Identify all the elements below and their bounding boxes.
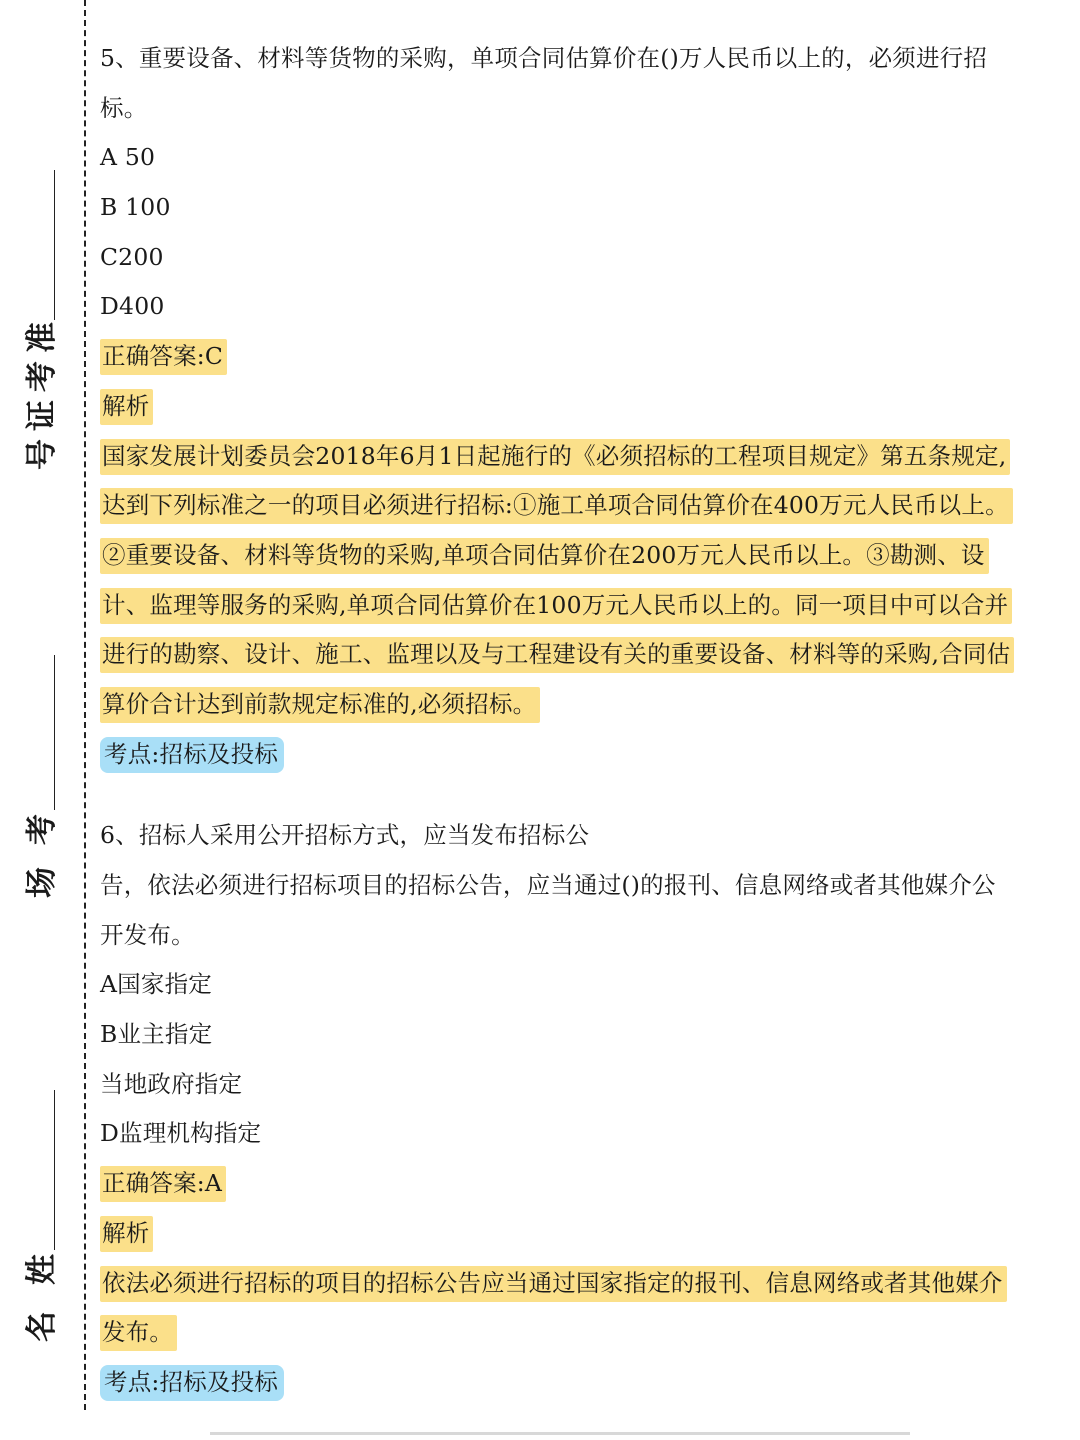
exam-margin-strip xyxy=(0,0,86,1440)
analysis-line: 算价合计达到前款规定标准的,必须招标。 xyxy=(100,687,540,723)
name-label xyxy=(18,1250,66,1346)
admission-number-fill-line xyxy=(54,170,55,320)
analysis-line: ②重要设备、材料等货物的采购,单项合同估算价在200万元人民币以上。③勘测、设 xyxy=(100,538,989,574)
cut-line xyxy=(84,0,86,1410)
option-d: D400 xyxy=(100,292,165,321)
analysis-line: 国家发展计划委员会2018年6月1日起施行的《必须招标的工程项目规定》第五条规定, xyxy=(100,439,1010,475)
option-a: A 50 xyxy=(100,143,156,172)
question-stem-line: 标。 xyxy=(100,93,148,122)
analysis-line: 发布。 xyxy=(100,1315,177,1351)
label-char: 考 xyxy=(23,361,60,392)
knowledge-point-tag: 考点:招标及投标 xyxy=(100,737,284,773)
option-b: B 100 xyxy=(100,193,171,222)
analysis-line: 计、监理等服务的采购,单项合同估算价在100万元人民币以上的。同一项目中可以合并 xyxy=(100,588,1012,624)
exam-room-fill-line xyxy=(54,655,55,810)
label-char: 准 xyxy=(23,322,60,353)
analysis-line: 依法必须进行招标的项目的招标公告应当通过国家指定的报刊、信息网络或者其他媒介 xyxy=(100,1266,1007,1302)
question-stem-line: 5、重要设备、材料等货物的采购，单项合同估算价在()万人民币以上的，必须进行招 xyxy=(100,44,988,72)
correct-answer: 正确答案:A xyxy=(100,1166,226,1202)
label-char: 场 xyxy=(23,867,60,898)
page-bottom-edge xyxy=(210,1432,910,1435)
option-b: B业主指定 xyxy=(100,1020,213,1049)
admission-number-label xyxy=(18,318,66,474)
label-char: 号 xyxy=(23,439,60,470)
analysis-line: 进行的勘察、设计、施工、监理以及与工程建设有关的重要设备、材料等的采购,合同估 xyxy=(100,637,1014,673)
knowledge-point-tag: 考点:招标及投标 xyxy=(100,1365,284,1401)
label-char: 姓 xyxy=(23,1254,60,1285)
label-char: 考 xyxy=(23,814,60,845)
question-content xyxy=(100,34,1065,1408)
exam-room-label xyxy=(18,810,66,902)
question-stem-line: 开发布。 xyxy=(100,920,195,949)
label-char: 名 xyxy=(23,1311,60,1342)
option-a: A国家指定 xyxy=(100,970,212,999)
label-char: 证 xyxy=(23,400,60,431)
name-fill-line xyxy=(54,1090,55,1250)
question-stem-line: 告，依法必须进行招标项目的招标公告，应当通过()的报刊、信息网络或者其他媒介公 xyxy=(100,871,996,899)
analysis-label: 解析 xyxy=(100,389,153,425)
option-c: 当地政府指定 xyxy=(100,1069,243,1098)
question-stem-line: 6、招标人采用公开招标方式，应当发布招标公 xyxy=(100,821,590,850)
analysis-line: 达到下列标准之一的项目必须进行招标:①施工单项合同估算价在400万元人民币以上。 xyxy=(100,488,1013,524)
option-c: C200 xyxy=(100,242,164,271)
option-d: D监理机构指定 xyxy=(100,1119,262,1148)
analysis-label: 解析 xyxy=(100,1216,153,1252)
correct-answer: 正确答案:C xyxy=(100,339,227,375)
